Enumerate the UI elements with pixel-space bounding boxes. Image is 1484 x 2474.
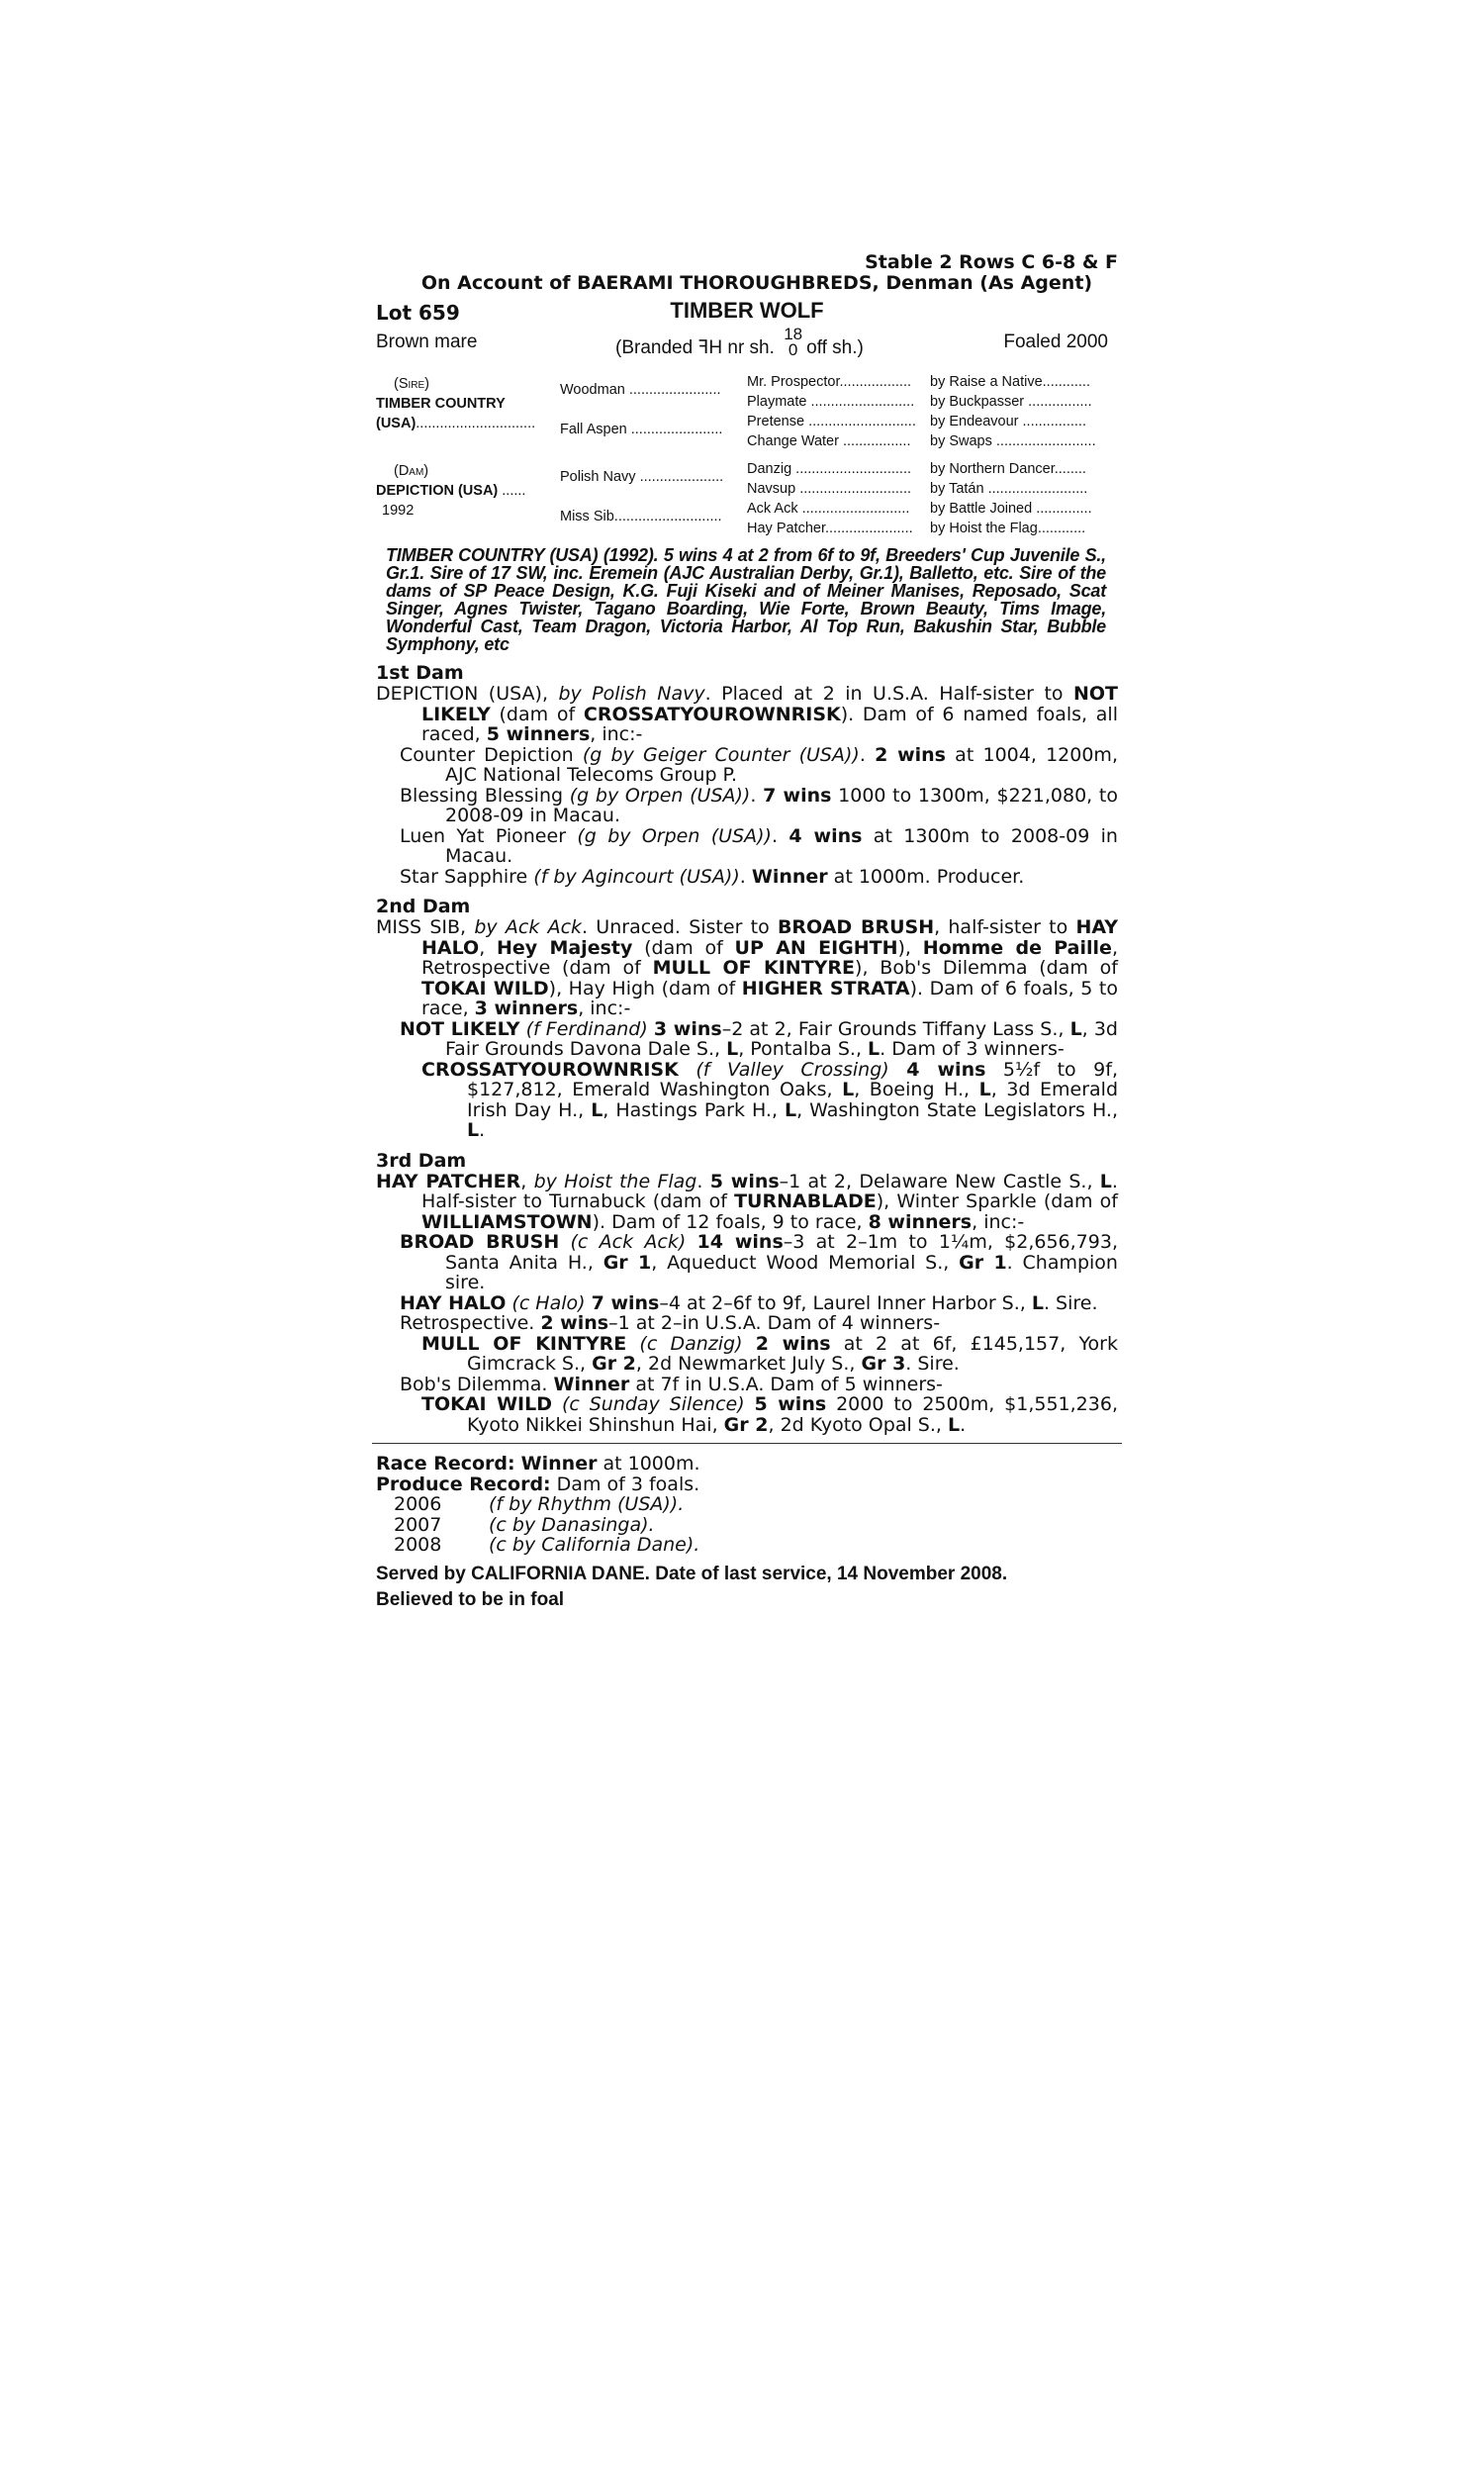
text-run: HAY HALO <box>421 916 1118 959</box>
g3-3: Pretense ........................... <box>747 414 916 429</box>
service-info <box>376 1562 1118 1613</box>
text-run: 2000 to 2500m, $1,551,236, Kyoto Nikkei Shinshun Hai, <box>467 1393 1118 1436</box>
progeny-entry <box>376 1394 1118 1435</box>
text-run: L <box>1099 1170 1112 1192</box>
pedigree-table <box>376 368 1118 536</box>
text-run: Retrospective. <box>400 1312 541 1334</box>
text-run: 5 winners <box>486 723 591 745</box>
g4-6-name: by Tatán <box>930 481 984 497</box>
text-run: , Retrospective (dam of <box>421 936 1118 979</box>
dam-dots: ...... <box>498 483 526 499</box>
sire-sire-name: Woodman <box>560 382 625 398</box>
g3-5: Danzig ............................. <box>747 461 911 477</box>
text-run: Hey Majesty <box>496 936 633 959</box>
third-dam-heading: 3rd Dam <box>376 1149 467 1172</box>
g3-6: Navsup ............................ <box>747 481 912 497</box>
text-run: –2 at 2, Fair Grounds Tiffany Lass S., <box>721 1017 1070 1040</box>
sire-tag: (Sire) <box>394 376 429 392</box>
text-run: 1000 to 1300m, $221,080, to 2008-09 in Macau. <box>445 784 1118 826</box>
catalogue-page <box>376 252 1118 1613</box>
g3-6-name: Navsup <box>747 481 796 497</box>
lot-number: Lot 659 <box>376 301 460 325</box>
progeny-entry <box>376 1232 1118 1293</box>
produce-row <box>376 1515 1118 1536</box>
dam-tag: (Dam) <box>394 463 429 479</box>
g4-8-name: by Hoist the Flag <box>930 521 1038 536</box>
text-run: Luen Yat Pioneer <box>400 824 578 847</box>
text-run: , 2d Kyoto Opal S., <box>768 1413 948 1436</box>
text-run: TOKAI WILD <box>421 977 549 999</box>
g4-2: by Buckpasser ................ <box>930 394 1092 410</box>
text-run <box>679 1059 696 1081</box>
text-run: . Sire. <box>905 1353 960 1375</box>
brand-denominator: 0 <box>788 340 798 359</box>
text-run: MISS SIB, <box>376 916 475 938</box>
text-run: CROSSATYOUROWNRISK <box>421 1058 679 1081</box>
text-run: TOKAI WILD <box>421 1393 553 1415</box>
text-run: (g by Orpen (USA)) <box>569 784 751 807</box>
text-run: by Polish Navy <box>558 683 705 705</box>
text-run: 2 wins <box>875 743 946 766</box>
text-run: 2 wins <box>540 1312 609 1334</box>
g3-3-name: Pretense <box>747 414 805 429</box>
g3-4-name: Change Water <box>747 433 839 449</box>
text-run: Star Sapphire <box>400 865 534 888</box>
g3-8: Hay Patcher...................... <box>747 521 913 536</box>
g4-4: by Swaps ......................... <box>930 433 1096 449</box>
brand-numerator: 18 <box>784 325 803 343</box>
produce-record <box>376 1475 1118 1495</box>
text-run: ). Dam of 6 foals, 5 to race, <box>421 977 1118 1019</box>
text-run: CROSSATYOUROWNRISK <box>583 703 841 725</box>
dam-name-line <box>376 481 525 502</box>
text-run: Gr 3 <box>861 1353 906 1375</box>
progeny-entry <box>376 1334 1118 1375</box>
text-run: by Ack Ack <box>474 916 583 938</box>
text-run: Gr 1 <box>603 1251 652 1274</box>
race-record-detail: at 1000m. <box>597 1453 700 1475</box>
text-run: . Half-sister to Turnabuck (dam of <box>421 1170 1118 1212</box>
text-run: DEPICTION (USA), <box>376 683 559 705</box>
progeny-entry <box>376 1293 1118 1314</box>
text-run: ), Hay High (dam of <box>548 977 742 999</box>
text-run: 5 wins <box>754 1393 827 1415</box>
g4-5-name: by Northern Dancer <box>930 461 1055 477</box>
g3-2-name: Playmate <box>747 394 807 410</box>
text-run: . Dam of 3 winners- <box>880 1038 1065 1060</box>
produce-year: 2006 <box>394 1493 442 1515</box>
g4-5: by Northern Dancer........ <box>930 461 1086 477</box>
text-run: ), Winter Sparkle (dam of <box>876 1190 1118 1212</box>
g3-7: Ack Ack ........................... <box>747 501 910 517</box>
text-run: by Hoist the Flag <box>533 1170 697 1192</box>
produce-row <box>376 1494 1118 1515</box>
first-dam-section <box>376 684 1118 887</box>
produce-year: 2007 <box>394 1513 442 1536</box>
dam-year: 1992 <box>382 503 415 519</box>
text-run: BROAD BRUSH <box>400 1231 560 1253</box>
text-run: L <box>842 1079 855 1100</box>
produce-record-label: Produce Record: <box>376 1473 551 1495</box>
sex-colour: Brown mare <box>376 332 478 352</box>
text-run: . <box>771 824 789 847</box>
served-by: Served by CALIFORNIA DANE. Date of last service, 14 November 2008. <box>376 1563 1008 1584</box>
text-run: (c Danzig) <box>639 1332 743 1355</box>
text-run: Blessing Blessing <box>400 784 570 807</box>
dam-entry <box>376 684 1118 745</box>
text-run <box>745 1393 755 1415</box>
g3-8-name: Hay Patcher <box>747 521 825 536</box>
g3-1-name: Mr. Prospector <box>747 374 840 390</box>
produce-foal: (c by California Dane). <box>489 1534 700 1556</box>
text-run: L <box>978 1079 991 1100</box>
brand-location: nr sh. <box>722 337 775 359</box>
race-record-win: Winner <box>520 1453 598 1475</box>
g3-7-name: Ack Ack <box>747 501 798 517</box>
dam-dam-name: Miss Sib <box>560 509 614 524</box>
g3-4: Change Water ................. <box>747 433 911 449</box>
produce-foal: (f by Rhythm (USA)). <box>489 1493 685 1515</box>
stable-location: Stable 2 Rows C 6-8 & F <box>865 251 1118 273</box>
text-run: , inc:- <box>972 1210 1025 1233</box>
text-run: , half-sister to <box>934 916 1076 938</box>
g3-2: Playmate .......................... <box>747 394 915 410</box>
text-run: UP AN EIGHTH <box>734 936 898 959</box>
text-run: –4 at 2–6f to 9f, Laurel Inner Harbor S., <box>659 1291 1032 1314</box>
text-run: Gr 2 <box>723 1413 769 1436</box>
text-run: L <box>1031 1291 1044 1314</box>
text-run: Winner <box>553 1373 630 1395</box>
text-run: . Placed at 2 in U.S.A. Half-sister to <box>704 683 1073 705</box>
text-run <box>889 1059 907 1081</box>
g4-7-name: by Battle Joined <box>930 501 1033 517</box>
text-run: –1 at 2, Delaware New Castle S., <box>779 1170 1100 1192</box>
brand-mark: ꟻH <box>697 337 723 359</box>
g4-2-name: by Buckpasser <box>930 394 1025 410</box>
race-record-label: Race Record: <box>376 1453 515 1475</box>
text-run: MULL OF KINTYRE <box>421 1332 627 1355</box>
g4-1-name: by Raise a Native <box>930 374 1043 390</box>
text-run: , <box>520 1170 534 1192</box>
text-run: , Washington State Legislators H., <box>796 1098 1118 1121</box>
text-run: (f Ferdinand) <box>525 1017 648 1040</box>
text-run: at 1004, 1200m, AJC National Telecoms Group P. <box>445 743 1118 786</box>
text-run: L <box>726 1038 739 1060</box>
text-run: L <box>467 1119 480 1141</box>
text-run: TURNABLADE <box>734 1190 877 1212</box>
text-run: , Pontalba S., <box>738 1038 869 1060</box>
text-run: . <box>479 1119 486 1141</box>
g4-3: by Endeavour ................ <box>930 414 1086 429</box>
text-run: ). Dam of 6 named foals, all raced, <box>421 703 1118 745</box>
dam-entry <box>376 917 1118 1019</box>
text-run: Gr 2 <box>592 1353 636 1375</box>
text-run: NOT LIKELY <box>400 1017 520 1040</box>
text-run: (c Sunday Silence) <box>561 1393 745 1415</box>
produce-year: 2008 <box>394 1534 442 1556</box>
brand-fraction <box>784 327 802 358</box>
dam-sire: Polish Navy ..................... <box>560 469 724 485</box>
text-run: 7 wins <box>763 784 832 807</box>
foaled-year: Foaled 2000 <box>1003 332 1108 352</box>
text-run: . <box>739 865 752 888</box>
progeny-entry <box>376 1060 1118 1141</box>
text-run: –1 at 2–in U.S.A. Dam of 4 winners- <box>608 1312 941 1334</box>
produce-foal: (c by Danasinga). <box>489 1513 655 1536</box>
text-run: (g by Geiger Counter (USA)) <box>582 743 860 766</box>
progeny-entry <box>376 786 1118 826</box>
text-run: 5 wins <box>709 1170 780 1192</box>
text-run: at 1300m to 2008-09 in Macau. <box>445 824 1118 867</box>
text-run <box>552 1393 562 1415</box>
dam-sire-name: Polish Navy <box>560 469 636 485</box>
g4-3-name: by Endeavour <box>930 414 1019 429</box>
produce-record-detail: Dam of 3 foals. <box>550 1473 700 1495</box>
text-run: ), Bob's Dilemma (dam of <box>855 957 1118 979</box>
text-run: –3 at 2–1m to 1¼m, $2,656,793, Santa Anita H., <box>445 1231 1118 1274</box>
text-run: L <box>947 1413 961 1436</box>
dam-name: DEPICTION (USA) <box>376 483 499 499</box>
second-dam-section <box>376 917 1118 1141</box>
text-run: 7 wins <box>591 1291 660 1314</box>
text-run: , 2d Newmarket July S., <box>635 1353 862 1375</box>
sire-dots: .............................. <box>416 416 536 431</box>
g4-4-name: by Swaps <box>930 433 992 449</box>
text-run <box>686 1231 696 1253</box>
text-run: 14 wins <box>696 1231 784 1253</box>
text-run: , Hastings Park H., <box>603 1098 785 1121</box>
text-run: HAY HALO <box>400 1291 507 1314</box>
text-run: , Aqueduct Wood Memorial S., <box>651 1251 960 1274</box>
sire-name: TIMBER COUNTRY <box>376 396 506 412</box>
text-run: (dam of <box>490 703 584 725</box>
text-run: , Boeing H., <box>854 1079 979 1100</box>
text-run: WILLIAMSTOWN <box>421 1210 593 1233</box>
text-run: ), <box>897 936 923 959</box>
text-run: Winner <box>751 865 828 888</box>
text-run: , 3d Fair Grounds Davona Dale S., <box>445 1017 1118 1060</box>
foal-status: Believed to be in foal <box>376 1588 565 1610</box>
progeny-entry <box>376 1019 1118 1060</box>
g3-5-name: Danzig <box>747 461 792 477</box>
horse-name: TIMBER WOLF <box>670 298 824 323</box>
progeny-entry <box>376 867 1118 888</box>
text-run: (f by Agincourt (USA)) <box>533 865 740 888</box>
description-row <box>376 325 1118 362</box>
text-run: Bob's Dilemma. <box>400 1373 554 1395</box>
g4-1: by Raise a Native............ <box>930 374 1090 390</box>
text-run: Counter Depiction <box>400 743 583 766</box>
text-run: at 7f in U.S.A. Dam of 5 winners- <box>629 1373 943 1395</box>
sire-country: (USA) <box>376 416 417 431</box>
text-run: . <box>859 743 876 766</box>
third-dam-section <box>376 1172 1118 1436</box>
text-run: 4 wins <box>788 824 863 847</box>
text-run: , inc:- <box>590 723 643 745</box>
text-run: (dam of <box>632 936 735 959</box>
text-run: . <box>696 1170 710 1192</box>
text-run: , <box>479 936 497 959</box>
text-run: . Sire. <box>1043 1291 1098 1314</box>
progeny-entry <box>376 745 1118 786</box>
text-run: (f Valley Crossing) <box>696 1058 889 1081</box>
dam-dam: Miss Sib........................... <box>560 509 722 524</box>
progeny-entry <box>376 826 1118 867</box>
text-run: 3 wins <box>653 1017 722 1040</box>
produce-row <box>376 1535 1118 1556</box>
progeny-entry <box>376 1313 1118 1334</box>
text-run: at 1000m. Producer. <box>827 865 1025 888</box>
sire-summary: TIMBER COUNTRY (USA) (1992). 5 wins 4 at 2 from 6f to 9f, Breeders' Cup Juvenile S., Gr.1. Sire of 17 SW, inc. Eremein (AJC Australian Derby, Gr.1), Balletto, etc. Sire of the dams of SP Peace Design, K.G. Fuji Kiseki and of Meiner Manises, Reposado, Scat Singer, Agnes Twister, Tagano Boarding, Wie Forte, Brown Beauty, Tims Image, Wonderful Cast, Team Dragon, Victoria Harbor, Al Top Run, Bakushin Star, Bubble Symphony, etc <box>386 545 1106 654</box>
g4-8: by Hoist the Flag............ <box>930 521 1086 536</box>
sire-sire: Woodman ....................... <box>560 382 721 398</box>
text-run: , inc:- <box>578 998 631 1019</box>
text-run: 5½f to 9f, $127,812, Emerald Washington Oaks, <box>467 1058 1118 1100</box>
brand-prefix: (Branded <box>615 337 694 359</box>
text-run: 4 wins <box>906 1058 986 1081</box>
first-dam-heading: 1st Dam <box>376 662 464 684</box>
text-run: Homme de Paille <box>922 936 1112 959</box>
text-run: (g by Orpen (USA)) <box>577 824 772 847</box>
text-run: 8 winners <box>868 1210 973 1233</box>
text-run: . <box>960 1413 967 1436</box>
text-run: L <box>1069 1017 1082 1040</box>
brand-description <box>615 325 864 364</box>
text-run: , 3d Emerald Irish Day H., <box>467 1079 1119 1121</box>
text-run: 3 winners <box>474 998 579 1019</box>
text-run: (c Halo) <box>511 1291 586 1314</box>
text-run: ). Dam of 12 foals, 9 to race, <box>592 1210 869 1233</box>
dam-entry <box>376 1172 1118 1233</box>
text-run: HAY PATCHER <box>376 1170 521 1192</box>
g4-7: by Battle Joined .............. <box>930 501 1092 517</box>
brand-suffix: off sh.) <box>806 337 864 359</box>
text-run <box>743 1333 756 1355</box>
text-run: HIGHER STRATA <box>741 977 910 999</box>
section-divider <box>372 1443 1122 1444</box>
text-run: (c Ack Ack) <box>570 1231 687 1253</box>
text-run: L <box>784 1098 797 1121</box>
text-run: . <box>750 784 764 807</box>
text-run: NOT LIKELY <box>421 683 1118 725</box>
lot-row <box>376 298 1118 327</box>
g3-1: Mr. Prospector.................. <box>747 374 911 390</box>
race-record <box>376 1454 1118 1475</box>
text-run: at 2 at 6f, £145,157, York Gimcrack S., <box>467 1332 1118 1375</box>
g4-6: by Tatán ......................... <box>930 481 1088 497</box>
sire-dam-name: Fall Aspen <box>560 422 627 437</box>
text-run: L <box>868 1038 881 1060</box>
sire-country-line <box>376 414 535 434</box>
text-run: 2 wins <box>755 1332 831 1355</box>
text-run: . Unraced. Sister to <box>582 916 778 938</box>
text-run: . Champion sire. <box>445 1251 1118 1293</box>
progeny-entry <box>376 1375 1118 1395</box>
text-run: BROAD BRUSH <box>777 916 935 938</box>
text-run: L <box>591 1098 603 1121</box>
text-run: MULL OF KINTYRE <box>652 957 856 979</box>
vendor-account: On Account of BAERAMI THOROUGHBREDS, Denman (As Agent) <box>420 271 1093 294</box>
text-run <box>626 1333 639 1355</box>
text-run: Gr 1 <box>959 1251 1007 1274</box>
text-run <box>559 1231 570 1253</box>
second-dam-heading: 2nd Dam <box>376 896 471 917</box>
sire-dam: Fall Aspen ....................... <box>560 422 723 437</box>
